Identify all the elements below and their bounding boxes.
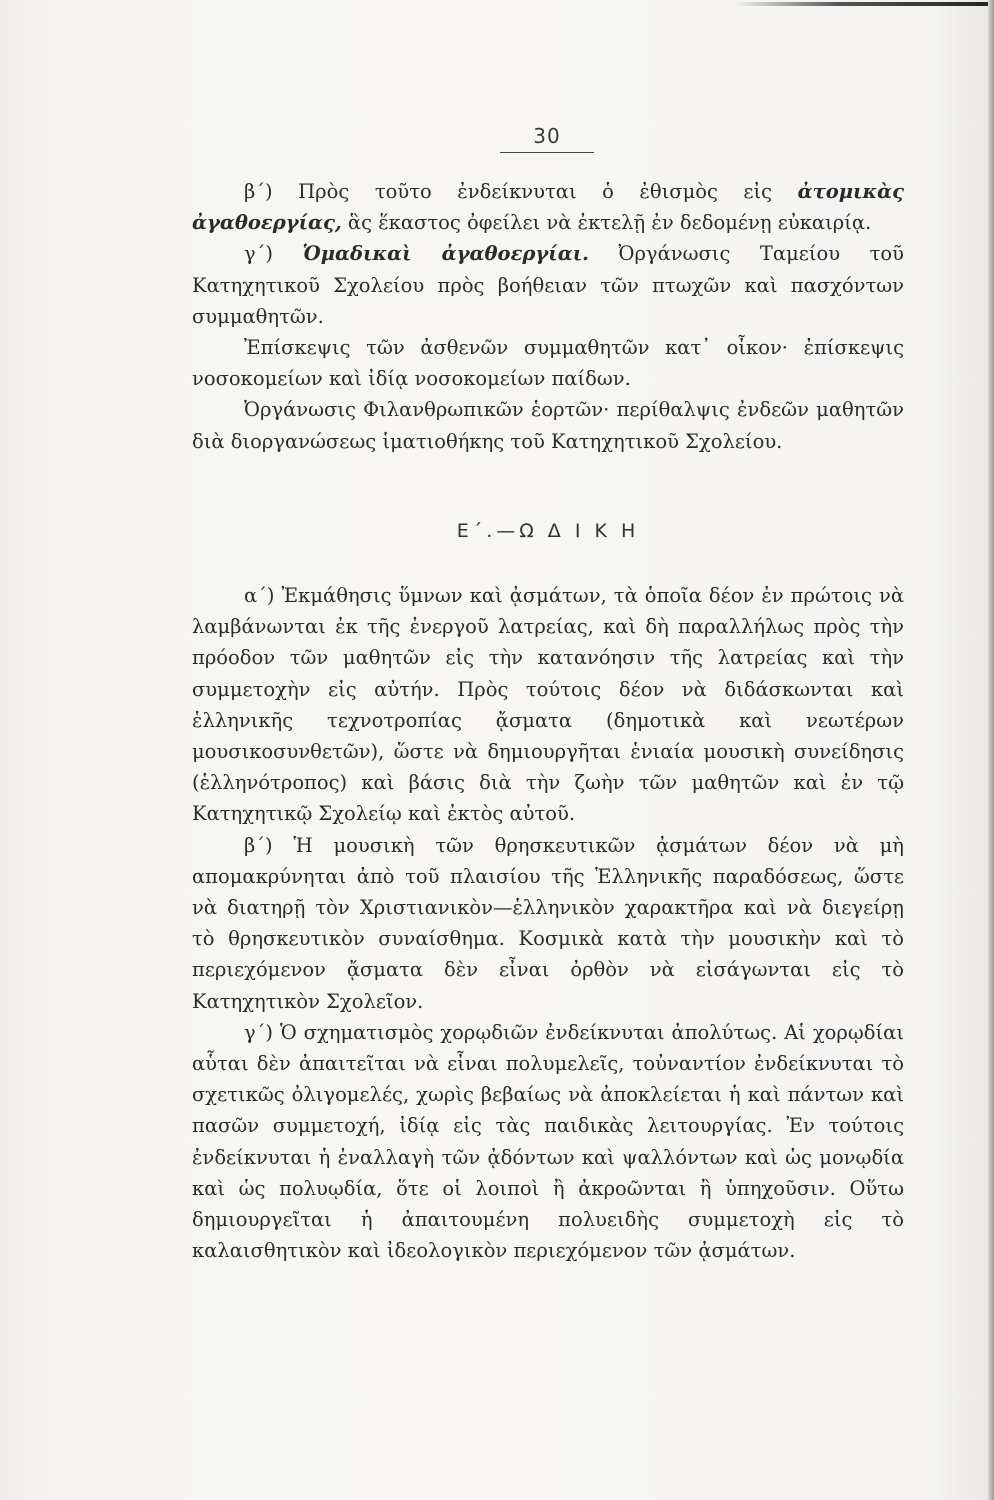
paragraph-beta-emphasis: ἀτομικὰς ἀγαθοεργίας, bbox=[192, 180, 904, 235]
section-text-music bbox=[192, 580, 904, 1266]
paragraph-gamma-label: γ΄) bbox=[244, 242, 303, 266]
page-number: 30 bbox=[500, 124, 594, 153]
paragraph-beta-text-end: ἃς ἕκαστος ὀφείλει νὰ ἐκτελῇ ἐν δεδομένῃ εὐκαιρίᾳ. bbox=[341, 211, 872, 235]
paragraph-charity-events: Ὀργάνωσις Φιλανθρωπικῶν ἑορτῶν· περίθαλψις ἐνδεῶν μαθητῶν διὰ διοργανώσεως ἱματιοθήκης τοῦ Κατηχητικοῦ Σχολείου. bbox=[192, 398, 904, 453]
section-text-top bbox=[192, 176, 904, 457]
section-heading-music: Ε΄.—Ω Δ Ι Κ Η bbox=[456, 520, 640, 542]
paragraph-gamma-text: Ὀργάνωσις Ταμείου τοῦ Κατηχητικοῦ Σχολείου πρὸς βοήθειαν τῶν πτωχῶν καὶ πασχόντων συμμαθητῶν. bbox=[192, 242, 904, 328]
paragraph-music-alpha: α΄) Ἐκμάθησις ὕμνων καὶ ᾀσμάτων, τὰ ὁποῖα δέον ἐν πρώτοις νὰ λαμβάνωνται ἐκ τῆς ἐνεργοῦ λατρείας, καὶ δὴ παραλλήλως πρὸς τὴν πρόοδον τῶν μαθητῶν εἰς τὴν κατανόησιν τῆς λατρείας καὶ τὴν συμμετοχὴν εἰς αὐτήν. Πρὸς τούτοις δέον νὰ διδάσκωνται καὶ ἑλληνικῆς τεχνοτροπίας ᾄσματα (δημοτικὰ καὶ νεωτέρων μουσικοσυνθετῶν), ὥστε νὰ δημιουργῆται ἑνιαία μουσικὴ συνείδησις (ἑλληνότροπος) καὶ βάσις διὰ τὴν ζωὴν τῶν μαθητῶν καὶ ἐν τῷ Κατηχητικῷ Σχολείῳ καὶ ἐκτὸς αὐτοῦ. bbox=[192, 584, 904, 826]
page-edge-shadow bbox=[988, 0, 994, 1500]
paragraph-music-gamma: γ΄) Ὁ σχηματισμὸς χορῳδιῶν ἐνδείκνυται ἀπολύτως. Αἱ χορῳδίαι αὗται δὲν ἀπαιτεῖται νὰ εἶναι πολυμελεῖς, τοὐναντίον ἐνδείκνυται τὸ σχετικῶς ὀλιγομελές, χωρὶς βεβαίως νὰ ἀποκλείεται ἡ καὶ πάντων καὶ πασῶν συμμετοχή, ἰδίᾳ εἰς τὰς παιδικὰς λειτουργίας. Ἐν τούτοις ἐνδείκνυται ἡ ἐναλλαγὴ τῶν ᾀδόντων καὶ ψαλλόντων καὶ ὡς μονῳδία καὶ ὡς πολυῳδία, ὅτε οἱ λοιποὶ ἢ ἀκροῶνται ἢ ὑπηχοῦσιν. Οὕτω δημιουργεῖται ἡ ἀπαιτουμένη πολυειδὴς συμμετοχὴ εἰς τὸ καλαισθητικὸν καὶ ἰδεολογικὸν περιεχόμενον τῶν ᾀσμάτων. bbox=[192, 1020, 904, 1263]
top-edge-shadow bbox=[734, 2, 994, 6]
paragraph-visits: Ἐπίσκεψις τῶν ἀσθενῶν συμμαθητῶν κατ᾽ οἶκον· ἐπίσκεψις νοσοκομείων καὶ ἰδίᾳ νοσοκομείων παίδων. bbox=[192, 336, 904, 391]
paragraph-beta-text: β΄) Πρὸς τοῦτο ἐνδείκνυται ὁ ἐθισμὸς εἰς bbox=[244, 180, 798, 203]
paragraph-music-beta: β΄) Ἡ μουσικὴ τῶν θρησκευτικῶν ᾀσμάτων δέον νὰ μὴ απομακρύνηται ἀπὸ τοῦ πλαισίου τῆς Ἑλληνικῆς παραδόσεως, ὥστε νὰ διατηρῇ τὸν Χριστιανικὸν—ἑλληνικὸν χαρακτῆρα καὶ νὰ διεγείρῃ τὸ θρησκευτικὸν συναίσθημα. Κοσμικὰ κατὰ τὴν μουσικὴν καὶ τὸ περιεχόμενον ᾄσματα δὲν εἶναι ὀρθὸν νὰ εἰσάγωνται εἰς τὸ Κατηχητικὸν Σχολεῖον. bbox=[192, 833, 904, 1013]
paragraph-beta bbox=[192, 176, 904, 238]
paragraph-gamma-emphasis: Ὁμαδικαὶ ἀγαθοεργίαι. bbox=[302, 242, 589, 266]
paragraph-gamma bbox=[192, 238, 904, 332]
